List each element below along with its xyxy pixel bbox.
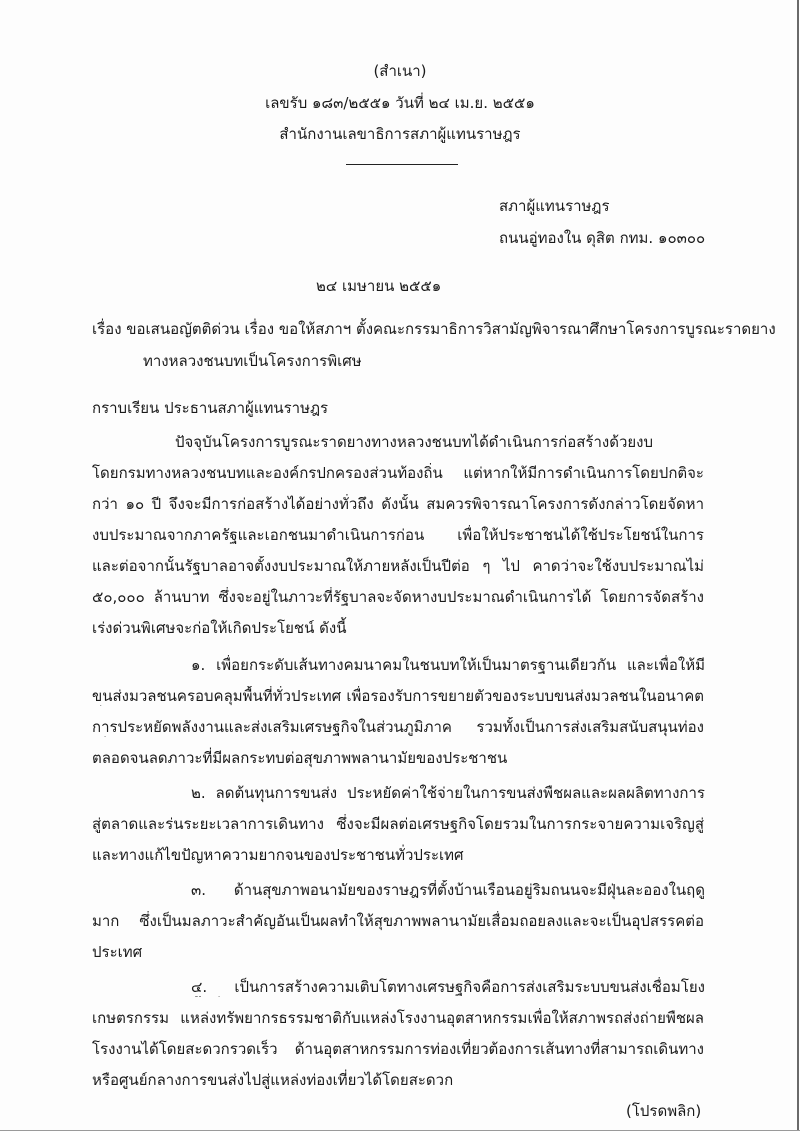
copy-label: (สำเนา) xyxy=(373,62,427,80)
item-1-line: การประหยัดพลังงานและส่งเสริมเศรษฐกิจในส่วนภูมิภาค รวมทั้งเป็นการส่งเสริมสนับสนุนท่อง xyxy=(92,718,704,736)
item-4-line: เกษตรกรรม แหล่งทรัพยากรธรรมชาติกับแหล่งโรงงานอุตสาหกรรมเพื่อให้สภาพรถส่งถ่ายพืชผล xyxy=(92,1009,704,1027)
address-street: ถนนอู่ทองใน ดุสิต กทม. ๑๐๓๐๐ xyxy=(499,229,706,247)
item-1-line: ๑. เพื่อยกระดับเส้นทางคมนาคมในชนบทให้เป็นมาตรฐานเดียวกัน และเพื่อให้มี xyxy=(191,656,705,674)
item-2-line: ๒. ลดต้นทุนการขนส่ง ประหยัดค่าใช้จ่ายในการขนส่งพืชผลและผลผลิตทางการ xyxy=(191,784,705,802)
item-4-line: หรือศูนย์กลางการขนส่งไปสู่แหล่งท่องเที่ยวได้โดยสะดวก xyxy=(92,1071,454,1089)
item-1-line: ตลอดจนลดภาวะที่มีผลกระทบต่อสุขภาพพลานามัยของประชาชน xyxy=(92,749,508,767)
address-org: สภาผู้แทนราษฎร xyxy=(499,197,610,215)
header-divider xyxy=(346,164,458,165)
paragraph-line: โดยกรมทางหลวงชนบทและองค์กรปกครองส่วนท้องถิ่น แต่หากให้มีการดำเนินการโดยปกติจะ xyxy=(92,464,704,482)
paragraph-line: เร่งด่วนพิเศษจะก่อให้เกิดประโยชน์ ดังนี้ xyxy=(92,619,347,637)
item-3-line: ประเทศ xyxy=(92,943,143,961)
subject-line-1: เรื่อง ขอเสนอญัตติด่วน เรื่อง ขอให้สภาฯ ตั้งคณะกรรมาธิการวิสามัญพิจารณาศึกษาโครงการบูรณะราดยาง xyxy=(92,320,776,338)
paragraph-line: กว่า ๑๐ ปี จึงจะมีการก่อสร้างได้อย่างทั่วถึง ดังนั้น สมควรพิจารณาโครงการดังกล่าวโดยจัดหา xyxy=(92,495,704,513)
item-4-line: โรงงานได้โดยสะดวกรวดเร็ว ด้านอุตสาหกรรมการท่องเที่ยวต้องการเส้นทางที่สามารถเดินทาง xyxy=(92,1040,704,1058)
letter-date: ๒๔ เมษายน ๒๕๕๑ xyxy=(316,277,442,295)
item-4-line: ๔. เป็นการสร้างความเติบโตทางเศรษฐกิจคือการส่งเสริมระบบขนส่งเชื่อมโยง xyxy=(191,978,705,996)
turn-over-note: (โปรดพลิก) xyxy=(626,1102,702,1120)
item-3-line: มาก ซึ่งเป็นมลภาวะสำคัญอันเป็นผลทำให้สุขภาพพลานามัยเสื่อมถอยลงและจะเป็นอุปสรรคต่อ xyxy=(92,912,704,930)
item-2-line: และทางแก้ไขปัญหาความยากจนของประชาชนทั่วประเทศ xyxy=(92,846,464,864)
item-3-line: ๓. ด้านสุขภาพอนามัยของราษฎรที่ตั้งบ้านเรือนอยู่ริมถนนจะมีฝุ่นละอองในฤดู xyxy=(191,881,705,899)
paragraph-line: งบประมาณจากภาครัฐและเอกชนมาดำเนินการก่อน เพื่อให้ประชาชนได้ใช้ประโยชน์ในการ xyxy=(92,526,704,544)
paragraph-line: และต่อจากนั้นรัฐบาลอาจตั้งงบประมาณให้ภายหลังเป็นปีต่อ ๆ ไป คาดว่าจะใช้งบประมาณไม่ xyxy=(92,557,704,575)
item-1-line: ขนส่งมวลชนครอบคลุมพื้นที่ทั่วประเทศ เพื่อรองรับการขยายตัวของระบบขนส่งมวลชนในอนาคต xyxy=(92,687,704,705)
salutation: กราบเรียน ประธานสภาผู้แทนราษฎร xyxy=(92,399,329,417)
subject-line-2: ทางหลวงชนบทเป็นโครงการพิเศษ xyxy=(143,352,362,370)
received-number: เลขรับ ๑๘๓/๒๕๕๑ วันที่ ๒๔ เม.ย. ๒๕๕๑ xyxy=(265,94,535,112)
scan-edge-right xyxy=(797,0,799,1131)
office-name: สำนักงานเลขาธิการสภาผู้แทนราษฎร xyxy=(279,125,521,143)
paragraph-line: ๕๐,๐๐๐ ล้านบาท ซึ่งจะอยู่ในภาวะที่รัฐบาลจะจัดหางบประมาณดำเนินการได้ โดยการจัดสร้าง xyxy=(92,588,704,606)
paragraph-line: ปัจจุบันโครงการบูรณะราดยางทางหลวงชนบทได้ดำเนินการก่อสร้างด้วยงบ xyxy=(175,433,654,451)
item-2-line: สู่ตลาดและร่นระยะเวลาการเดินทาง ซึ่งจะมีผลต่อเศรษฐกิจโดยรวมในการกระจายความเจริญสู่ xyxy=(92,815,704,833)
